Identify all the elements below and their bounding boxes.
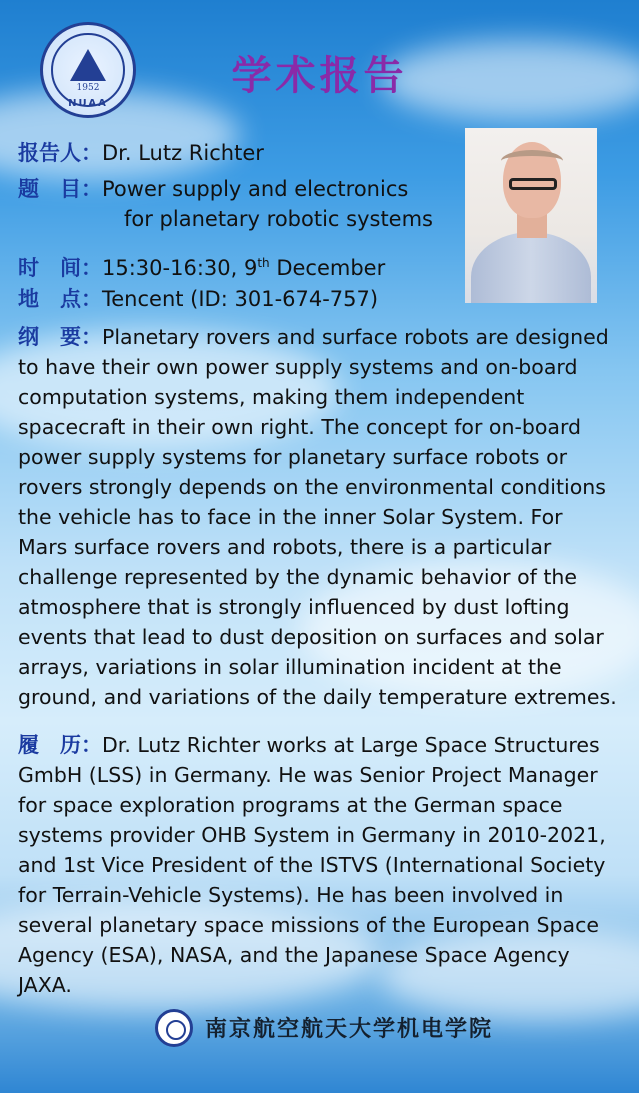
seal-year: 1952 — [76, 83, 100, 93]
time-value-month: December — [269, 256, 386, 280]
time-value-main: 15:30-16:30, 9 — [102, 256, 258, 280]
topic-row-2 — [124, 204, 433, 234]
abstract-text: Planetary rovers and surface robots are designed to have their own power supply systems and on-board computation systems, making them independent spacecraft in their own right. The concept for on-board power supply systems for planetary surface robots or rovers strongly depends on the environmental conditions the vehicle has to face in the inner Solar System. For Mars surface rovers and robots, there is a particular challenge represented by the dynamic behavior of the atmosphere that is strongly influenced by dust lofting events that lead to dust deposition on surfaces and solar arrays, variations in solar illumination incident at the ground, and variations of the daily temperature extremes. — [18, 325, 617, 709]
college-emblem-icon — [155, 1009, 193, 1047]
bio-label: 履 历： — [18, 733, 102, 757]
abstract-label: 纲 要： — [18, 325, 102, 349]
place-label: 地 点： — [18, 287, 102, 311]
photo-shirt — [471, 232, 591, 303]
speaker-label: 报告人： — [18, 141, 102, 165]
glasses-icon — [509, 178, 557, 190]
time-value — [102, 256, 385, 280]
time-value-suffix: th — [257, 256, 270, 270]
seal-abbreviation: NUAA — [68, 98, 108, 109]
time-row — [18, 248, 385, 283]
footer — [0, 1006, 639, 1052]
place-row — [18, 284, 378, 314]
college-name: 南京航空航天大学机电学院 — [205, 1016, 494, 1042]
speaker-photo — [465, 128, 597, 303]
place-value: Tencent (ID: 301-674-757) — [102, 287, 379, 311]
time-label: 时 间： — [18, 256, 102, 280]
speaker-row — [18, 138, 264, 168]
photo-hair — [501, 150, 563, 172]
abstract-paragraph — [18, 322, 618, 712]
speaker-value: Dr. Lutz Richter — [102, 141, 264, 165]
topic-row — [18, 174, 408, 204]
page-title: 学术报告 — [231, 53, 408, 99]
topic-label: 题 目： — [18, 177, 102, 201]
bio-text: Dr. Lutz Richter works at Large Space Structures GmbH (LSS) in Germany. He was Senior Project Manager for space exploration programs at the German space systems provider OHB System in Germany in 2010-2021, and 1st Vice President of the ISTVS (International Society for Terrain-Vehicle Systems). He has been involved in several planetary space missions of the European Space Agency (ESA), NASA, and the Japanese Space Agency JAXA. — [18, 733, 606, 997]
topic-line-2: for planetary robotic systems — [124, 207, 434, 231]
bio-paragraph — [18, 730, 618, 1000]
topic-line-1: Power supply and electronics — [102, 177, 409, 201]
